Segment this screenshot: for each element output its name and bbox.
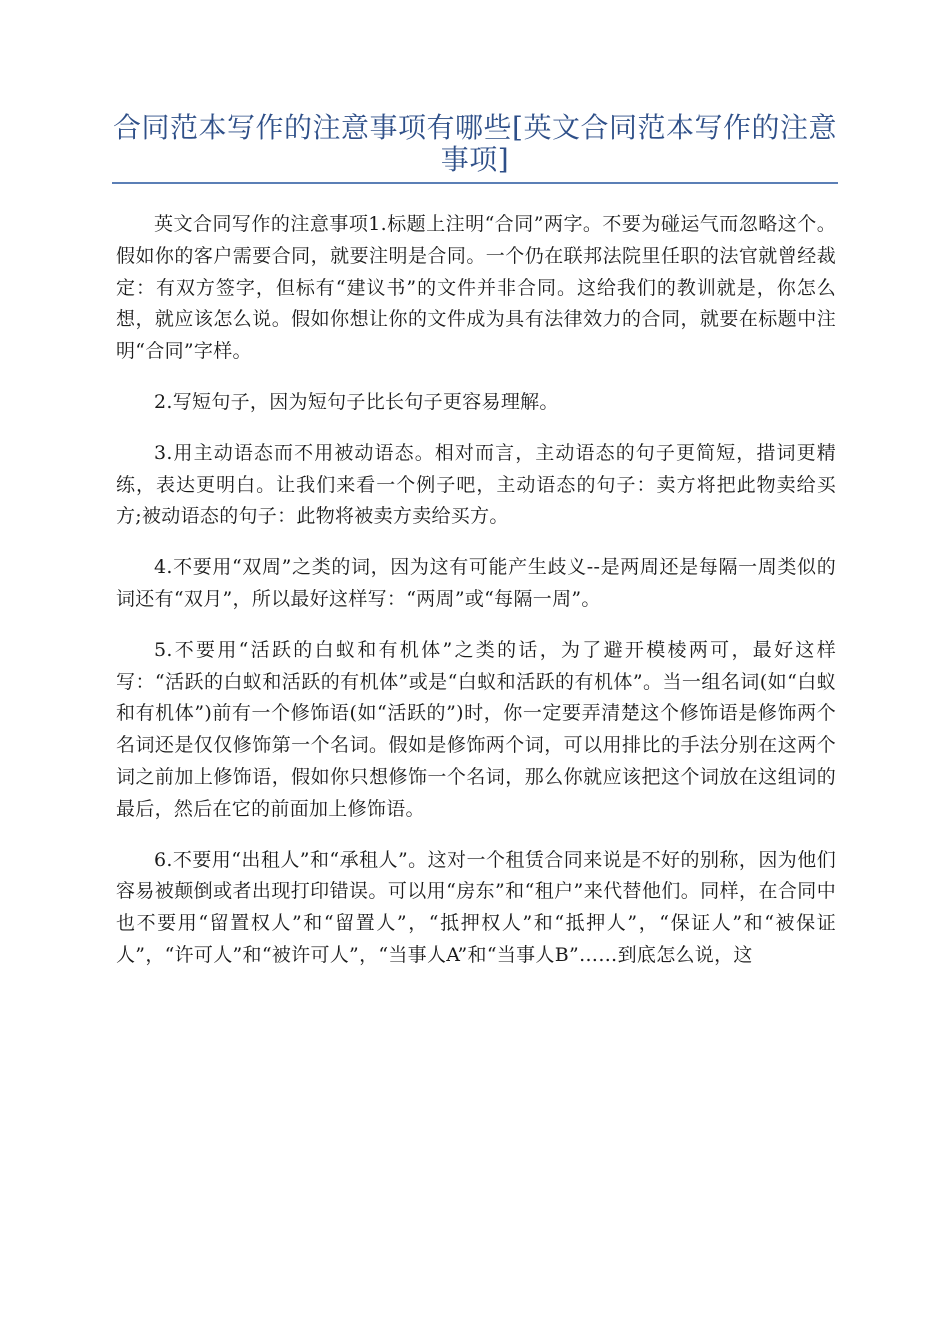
paragraph-3: 3.用主动语态而不用被动语态。相对而言，主动语态的句子更简短，措词更精练，表达更明白。让我们来看一个例子吧，主动语态的句子：卖方将把此物卖给买方;被动语态的句子：此物将被卖方卖给买方。 [116,441,836,528]
paragraph-2: 2.写短句子，因为短句子比长句子更容易理解。 [154,390,559,413]
document-title: 合同范本写作的注意事项有哪些[英文合同范本写作的注意事项] [113,111,837,176]
document-body [116,209,836,991]
paragraph-1: 英文合同写作的注意事项1.标题上注明“合同”两字。不要为碰运气而忽略这个。假如你的客户需要合同，就要注明是合同。一个仍在联邦法院里任职的法官就曾经裁定：有双方签字，但标有“建议书”的文件并非合同。这给我们的教训就是，你怎么想，就应该怎么说。假如你想让你的文件成为具有法律效力的合同，就要在标题中注明“合同”字样。 [116,213,836,363]
title-block [112,112,838,184]
paragraph-6: 6.不要用“出租人”和“承租人”。这对一个租赁合同来说是不好的别称，因为他们容易被颠倒或者出现打印错误。可以用“房东”和“租户”来代替他们。同样，在合同中也不要用“留置权人”和“留置人”，“抵押权人”和“抵押人”，“保证人”和“被保证人”，“许可人”和“被许可人”，“当事人A”和“当事人B”……到底怎么说，这 [116,848,836,966]
paragraph-4: 4.不要用“双周”之类的词，因为这有可能产生歧义--是两周还是每隔一周类似的词还有“双月”，所以最好这样写：“两周”或“每隔一周”。 [116,556,836,610]
paragraph-5: 5.不要用“活跃的白蚁和有机体”之类的话，为了避开模棱两可，最好这样写：“活跃的白蚁和活跃的有机体”或是“白蚁和活跃的有机体”。当一组名词(如“白蚁和有机体”)前有一个修饰语(如“活跃的”)时，你一定要弄清楚这个修饰语是修饰两个名词还是仅仅修饰第一个名词。假如是修饰两个词，可以用排比的手法分别在这两个词之前加上修饰语，假如你只想修饰一个名词，那么你就应该把这个词放在这组词的最后，然后在它的前面加上修饰语。 [116,638,836,820]
